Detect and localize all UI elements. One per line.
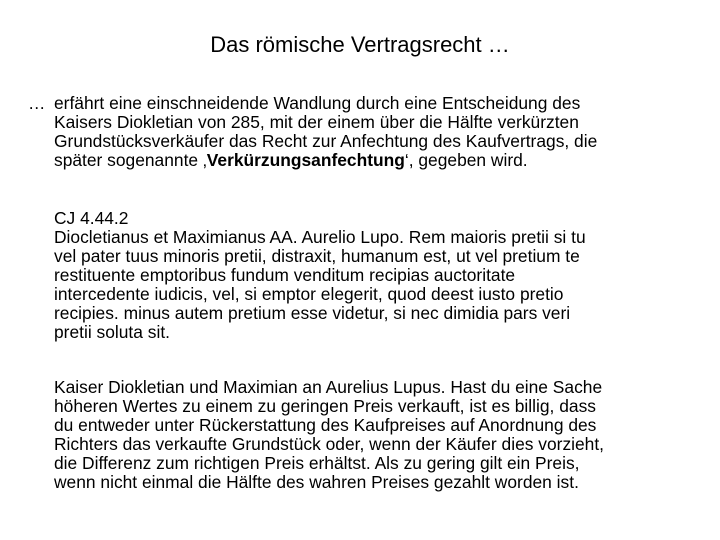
intro-line <box>54 151 694 170</box>
translation-line: du entweder unter Rückerstattung des Kaufpreises auf Anordnung des <box>54 415 597 435</box>
latin-line: recipies. minus autem pretium esse videtur, si nec dimidia pars veri <box>54 303 571 323</box>
translation-line: Richters das verkaufte Grundstück oder, wenn der Käufer dies vorzieht, <box>54 434 605 454</box>
intro-paragraph <box>28 93 694 170</box>
intro-line: erfährt eine einschneidende Wandlung durch eine Entscheidung des <box>54 93 581 113</box>
translation-line: wenn nicht einmal die Hälfte des wahren Preises gezahlt worden ist. <box>54 472 579 492</box>
latin-line: pretii soluta sit. <box>54 322 170 342</box>
translation-line: die Differenz zum richtigen Preis erhältst. Als zu gering gilt ein Preis, <box>54 453 580 473</box>
slide-title: Das römische Vertragsrecht … <box>210 32 510 57</box>
latin-line: vel pater tuus minoris pretii, distraxit, humanum est, ut vel pretium te <box>54 246 580 266</box>
latin-line: intercedente iudicis, vel, si emptor elegerit, quod deest iusto pretio <box>54 284 564 304</box>
intro-line: Grundstücksverkäufer das Recht zur Anfechtung des Kaufvertrags, die <box>54 131 598 151</box>
bold-term: Verkürzungsanfechtung <box>206 150 405 170</box>
intro-line: Kaisers Diokletian von 285, mit der einem über die Hälfte verkürzten <box>54 112 579 132</box>
ellipsis-bullet: … <box>28 93 46 113</box>
translation-line: höheren Wertes zu einem zu geringen Preis verkauft, ist es billig, dass <box>54 396 596 416</box>
intro-line-text: ‘, gegeben wird. <box>404 150 528 170</box>
latin-line: Diocletianus et Maximianus AA. Aurelio Lupo. Rem maioris pretii si tu <box>54 227 586 247</box>
german-translation-paragraph <box>54 378 694 492</box>
latin-quote-paragraph <box>54 209 694 342</box>
translation-line: Kaiser Diokletian und Maximian an Aurelius Lupus. Hast du eine Sache <box>54 377 603 397</box>
citation-reference: CJ 4.44.2 <box>54 208 129 228</box>
latin-line: restituente emptoribus fundum venditum recipias auctoritate <box>54 265 516 285</box>
intro-line-text: später sogenannte ‚ <box>54 150 207 170</box>
